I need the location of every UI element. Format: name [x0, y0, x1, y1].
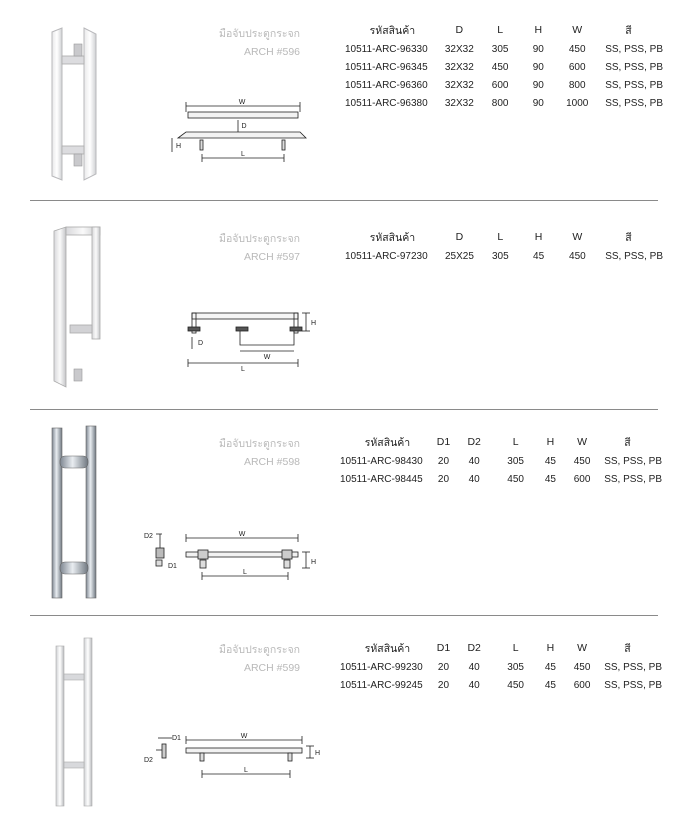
header-d1: D1	[436, 642, 451, 654]
header-h: H	[534, 24, 543, 36]
cell-d: 32X32	[444, 79, 474, 91]
dim-label-d2: D2	[144, 757, 153, 764]
table-row	[340, 676, 662, 694]
cell-d1: 20	[437, 661, 450, 673]
dim-label-d2: D2	[144, 533, 153, 540]
cell-l: 305	[491, 250, 509, 262]
dim-label-w: W	[263, 354, 271, 361]
table-row	[345, 247, 663, 265]
cell-code: 10511-ARC-96345	[345, 61, 428, 73]
cell-d: 32X32	[444, 61, 474, 73]
cell-color: SS, PSS, PB	[604, 679, 662, 691]
product-name: มือจับประตูกระจก	[219, 233, 300, 245]
dim-label-w: W	[238, 99, 246, 106]
cell-h: 90	[532, 61, 544, 73]
header-d: D	[455, 231, 464, 243]
dim-label-d1: D1	[168, 563, 177, 570]
dim-label-h: H	[176, 143, 182, 150]
header-d2: D2	[467, 642, 481, 654]
spec-table-arch-596	[345, 20, 663, 112]
dim-label-l: L	[241, 366, 245, 373]
cell-h: 45	[544, 679, 556, 691]
cell-l: 305	[491, 43, 509, 55]
header-w: W	[577, 436, 588, 448]
cell-w: 600	[573, 679, 591, 691]
product-model: ARCH #598	[243, 456, 300, 468]
product-model: ARCH #599	[243, 662, 300, 674]
dim-label-h: H	[315, 750, 321, 757]
cell-h: 45	[544, 661, 556, 673]
header-color: สี	[625, 231, 632, 244]
cell-w: 450	[573, 661, 591, 673]
product-model: ARCH #597	[243, 251, 300, 263]
handle-photo-arch-599	[44, 636, 104, 808]
cell-color: SS, PSS, PB	[604, 473, 662, 485]
cell-color: SS, PSS, PB	[605, 97, 663, 109]
header-h: H	[546, 436, 555, 448]
cell-w: 450	[568, 43, 586, 55]
cell-code: 10511-ARC-96330	[345, 43, 428, 55]
dim-label-w: W	[240, 733, 248, 740]
cell-d2: 40	[468, 679, 480, 691]
cell-d2: 40	[468, 473, 480, 485]
cell-l: 305	[507, 455, 524, 467]
header-product-code: รหัสสินค้า	[369, 24, 416, 37]
dim-label-h: H	[311, 559, 317, 566]
table-row	[345, 40, 663, 58]
header-d2: D2	[467, 436, 481, 448]
cell-l: 450	[491, 61, 509, 73]
cell-h: 90	[532, 97, 544, 109]
header-color: สี	[625, 24, 632, 37]
table-row	[345, 58, 663, 76]
cell-w: 800	[568, 79, 586, 91]
table-row	[345, 94, 663, 112]
dim-label-d1: D1	[172, 735, 181, 742]
cell-color: SS, PSS, PB	[604, 661, 662, 673]
product-name: มือจับประตูกระจก	[219, 438, 300, 450]
cell-h: 90	[532, 79, 544, 91]
product-name: มือจับประตูกระจก	[219, 644, 300, 656]
cell-w: 600	[573, 473, 591, 485]
product-section-arch-598	[0, 410, 685, 615]
cell-d2: 40	[468, 661, 480, 673]
table-row	[340, 658, 662, 676]
cell-h: 45	[544, 473, 556, 485]
spec-table-arch-597	[345, 227, 663, 265]
cell-h: 45	[533, 250, 545, 262]
cell-d: 32X32	[444, 43, 474, 55]
dimension-diagram-arch-597	[178, 307, 328, 377]
header-d: D	[455, 24, 464, 36]
cell-l: 450	[507, 679, 524, 691]
dim-label-l: L	[241, 151, 245, 158]
header-color: สี	[624, 642, 631, 655]
cell-color: SS, PSS, PB	[605, 250, 663, 262]
dim-label-l: L	[243, 569, 247, 576]
dim-label-w: W	[238, 531, 246, 538]
header-w: W	[577, 642, 588, 654]
cell-code: 10511-ARC-97230	[345, 250, 428, 262]
dim-label-d: D	[198, 340, 204, 347]
header-product-code: รหัสสินค้า	[369, 231, 416, 244]
cell-code: 10511-ARC-98430	[340, 455, 423, 467]
header-w: W	[572, 24, 583, 36]
header-w: W	[572, 231, 583, 243]
cell-d1: 20	[437, 455, 450, 467]
cell-color: SS, PSS, PB	[605, 61, 663, 73]
cell-d: 32X32	[444, 97, 474, 109]
dimension-diagram-arch-599	[142, 732, 322, 796]
handle-photo-arch-596	[40, 24, 110, 184]
cell-l: 305	[507, 661, 524, 673]
cell-l: 600	[491, 79, 509, 91]
dimension-diagram-arch-598	[142, 528, 322, 588]
cell-code: 10511-ARC-96380	[345, 97, 428, 109]
cell-l: 450	[507, 473, 524, 485]
product-section-arch-599	[0, 616, 685, 818]
product-model: ARCH #596	[243, 46, 300, 58]
header-l: L	[497, 24, 504, 36]
cell-w: 600	[568, 61, 586, 73]
table-row	[340, 452, 662, 470]
cell-d: 25X25	[444, 250, 474, 262]
spec-table-arch-599	[340, 638, 662, 694]
header-d1: D1	[436, 436, 451, 448]
header-h: H	[534, 231, 543, 243]
cell-w: 450	[573, 455, 591, 467]
dim-label-l: L	[244, 767, 248, 774]
cell-d2: 40	[468, 455, 480, 467]
cell-d1: 20	[437, 473, 450, 485]
cell-h: 90	[532, 43, 544, 55]
handle-photo-arch-597	[44, 219, 114, 389]
product-section-arch-597	[0, 201, 685, 409]
dim-label-d: D	[241, 123, 247, 130]
cell-code: 10511-ARC-96360	[345, 79, 428, 91]
cell-code: 10511-ARC-99245	[340, 679, 423, 691]
product-name: มือจับประตูกระจก	[219, 28, 300, 40]
dimension-diagram-arch-596	[172, 96, 312, 166]
table-row	[340, 470, 662, 488]
dim-label-h: H	[311, 320, 317, 327]
cell-color: SS, PSS, PB	[605, 43, 663, 55]
header-l: L	[497, 231, 504, 243]
cell-code: 10511-ARC-99230	[340, 661, 423, 673]
cell-d1: 20	[437, 679, 450, 691]
cell-w: 450	[569, 250, 586, 262]
table-row	[345, 76, 663, 94]
header-h: H	[546, 642, 555, 654]
cell-color: SS, PSS, PB	[605, 79, 663, 91]
header-l: L	[512, 642, 519, 654]
handle-photo-arch-598	[40, 424, 110, 604]
cell-h: 45	[544, 455, 556, 467]
cell-color: SS, PSS, PB	[604, 455, 662, 467]
cell-code: 10511-ARC-98445	[340, 473, 423, 485]
spec-table-arch-598	[340, 432, 662, 488]
header-l: L	[512, 436, 519, 448]
header-product-code: รหัสสินค้า	[364, 642, 411, 655]
header-color: สี	[624, 436, 631, 449]
header-product-code: รหัสสินค้า	[364, 436, 411, 449]
product-section-arch-596	[0, 0, 685, 200]
cell-w: 1000	[566, 97, 589, 109]
cell-l: 800	[491, 97, 509, 109]
